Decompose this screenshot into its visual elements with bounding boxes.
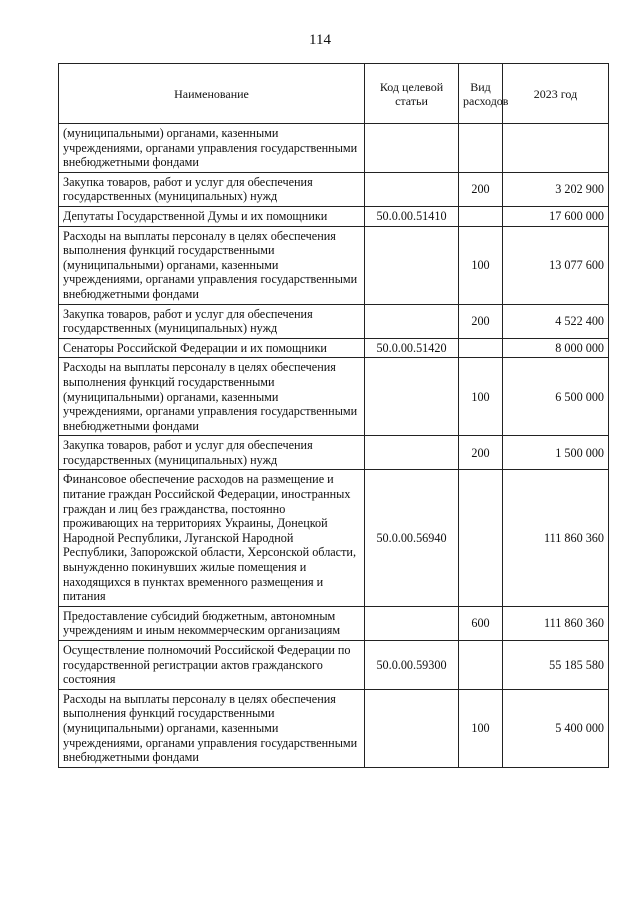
row-amount: 17 600 000 <box>503 206 609 226</box>
row-amount: 111 860 360 <box>503 470 609 606</box>
table-row <box>59 206 609 226</box>
row-kind <box>459 470 503 606</box>
row-kind: 200 <box>459 172 503 206</box>
row-name: Осуществление полномочий Российской Федерации по государственной регистрации актов гражданского состояния <box>59 641 365 690</box>
row-code <box>365 172 459 206</box>
row-code <box>365 358 459 436</box>
row-kind: 100 <box>459 689 503 767</box>
row-kind: 100 <box>459 226 503 304</box>
budget-table <box>58 63 609 768</box>
row-code: 50.0.00.59300 <box>365 641 459 690</box>
row-name: Сенаторы Российской Федерации и их помощники <box>59 338 365 358</box>
row-amount: 6 500 000 <box>503 358 609 436</box>
table-row <box>59 689 609 767</box>
row-name: Депутаты Государственной Думы и их помощники <box>59 206 365 226</box>
row-amount: 1 500 000 <box>503 436 609 470</box>
row-code <box>365 226 459 304</box>
row-name: Предоставление субсидий бюджетным, автономным учреждениям и иным некоммерческим организациям <box>59 606 365 640</box>
table-row <box>59 358 609 436</box>
row-amount: 111 860 360 <box>503 606 609 640</box>
row-name: Финансовое обеспечение расходов на размещение и питание граждан Российской Федерации, иностранных граждан и лиц без гражданства, постоянно проживающих на территориях Украины, Донецкой Народной Республики, Луганской Народной Республики, Запорожской области, Херсонской области, вынужденно покинувших жилые помещения и находящихся в пунктах временного размещения и питания <box>59 470 365 606</box>
table-row <box>59 470 609 606</box>
row-amount: 13 077 600 <box>503 226 609 304</box>
table-row <box>59 226 609 304</box>
page-number: 114 <box>309 32 331 48</box>
table-header-row <box>59 64 609 124</box>
row-code <box>365 436 459 470</box>
row-kind: 200 <box>459 436 503 470</box>
row-name: Расходы на выплаты персоналу в целях обеспечения выполнения функций государственными (муниципальными) органами, казенными учреждениями, органами управления государственными внебюджетными фондами <box>59 689 365 767</box>
header-name: Наименование <box>59 64 365 124</box>
row-code <box>365 606 459 640</box>
row-code: 50.0.00.56940 <box>365 470 459 606</box>
row-amount: 4 522 400 <box>503 304 609 338</box>
table-row <box>59 172 609 206</box>
row-code <box>365 304 459 338</box>
row-kind: 600 <box>459 606 503 640</box>
row-name: Расходы на выплаты персоналу в целях обеспечения выполнения функций государственными (муниципальными) органами, казенными учреждениями, органами управления государственными внебюджетными фондами <box>59 358 365 436</box>
table-row <box>59 436 609 470</box>
row-amount: 5 400 000 <box>503 689 609 767</box>
row-name: Закупка товаров, работ и услуг для обеспечения государственных (муниципальных) нужд <box>59 304 365 338</box>
table-row <box>59 641 609 690</box>
row-kind: 100 <box>459 358 503 436</box>
table-row <box>59 606 609 640</box>
row-amount: 8 000 000 <box>503 338 609 358</box>
header-code: Код целевой статьи <box>365 64 459 124</box>
row-code <box>365 689 459 767</box>
row-kind <box>459 124 503 173</box>
table-row <box>59 124 609 173</box>
row-kind <box>459 641 503 690</box>
row-name: Закупка товаров, работ и услуг для обеспечения государственных (муниципальных) нужд <box>59 172 365 206</box>
row-code <box>365 124 459 173</box>
table-row <box>59 338 609 358</box>
row-name: Расходы на выплаты персоналу в целях обеспечения выполнения функций государственными (муниципальными) органами, казенными учреждениями, органами управления государственными внебюджетными фондами <box>59 226 365 304</box>
row-name: (муниципальными) органами, казенными учреждениями, органами управления государственными внебюджетными фондами <box>59 124 365 173</box>
row-name: Закупка товаров, работ и услуг для обеспечения государственных (муниципальных) нужд <box>59 436 365 470</box>
row-amount <box>503 124 609 173</box>
row-kind <box>459 338 503 358</box>
table-row <box>59 304 609 338</box>
header-kind: Вид расходов <box>459 64 503 124</box>
row-amount: 3 202 900 <box>503 172 609 206</box>
row-code: 50.0.00.51420 <box>365 338 459 358</box>
row-kind: 200 <box>459 304 503 338</box>
row-amount: 55 185 580 <box>503 641 609 690</box>
header-year: 2023 год <box>503 64 609 124</box>
row-code: 50.0.00.51410 <box>365 206 459 226</box>
row-kind <box>459 206 503 226</box>
